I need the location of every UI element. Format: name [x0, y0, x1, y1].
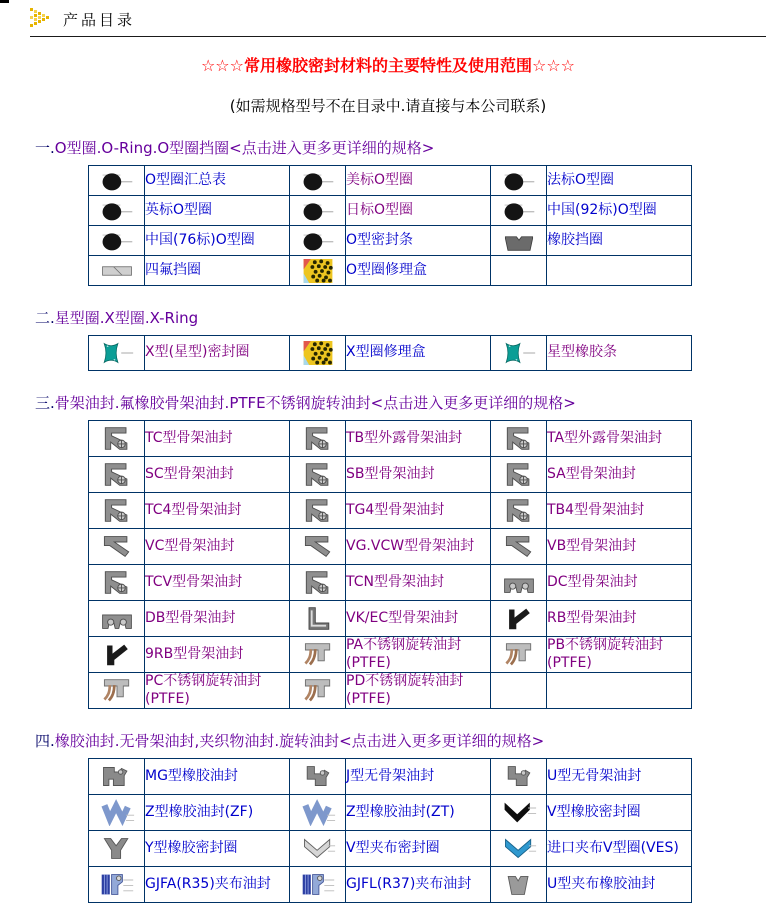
pd-seal-icon[interactable] — [290, 673, 346, 709]
rubber-backup-ring-icon[interactable] — [491, 226, 547, 256]
x-ring-table — [88, 335, 692, 371]
table-row — [89, 673, 692, 709]
label-cell — [145, 637, 290, 673]
catalog-link[interactable]: SA型骨架油封 — [547, 465, 636, 482]
gjfa-seal-icon[interactable] — [89, 867, 145, 903]
catalog-link[interactable]: Y型橡胶密封圈 — [145, 839, 238, 856]
sc-seal-icon[interactable] — [89, 457, 145, 493]
table-row — [89, 565, 692, 601]
section-skeleton-oil-seal — [35, 392, 776, 709]
tc4-seal-icon[interactable] — [89, 493, 145, 529]
ves-seal-icon[interactable] — [491, 831, 547, 867]
catalog-link[interactable]: PD不锈钢旋转油封(PTFE) — [346, 673, 464, 707]
tb4-seal-icon[interactable] — [491, 493, 547, 529]
label-cell — [547, 795, 692, 831]
catalog-link[interactable]: 星型橡胶条 — [547, 344, 617, 361]
catalog-link[interactable]: VG.VCW型骨架油封 — [346, 537, 475, 554]
table-row — [89, 831, 692, 867]
repair-kit-icon[interactable] — [290, 336, 346, 371]
catalog-link[interactable]: TCN型骨架油封 — [346, 573, 444, 590]
zt-seal-icon[interactable] — [290, 795, 346, 831]
catalog-link[interactable]: MG型橡胶油封 — [145, 767, 238, 784]
catalog-link[interactable]: 英标O型圈 — [145, 201, 213, 218]
catalog-link[interactable]: TB4型骨架油封 — [547, 501, 645, 518]
section-heading — [35, 392, 776, 413]
label-cell — [346, 421, 491, 457]
o-ring-icon[interactable] — [89, 226, 145, 256]
catalog-link[interactable]: 中国(76标)O型圈 — [145, 231, 255, 248]
label-cell — [547, 166, 692, 196]
vk-ec-seal-icon[interactable] — [290, 601, 346, 637]
table-row — [89, 795, 692, 831]
catalog-link[interactable]: SB型骨架油封 — [346, 465, 435, 482]
label-cell — [547, 226, 692, 256]
label-cell — [547, 493, 692, 529]
catalog-link[interactable]: X型圈修理盒 — [346, 344, 426, 361]
label-cell — [346, 565, 491, 601]
tcn-seal-icon[interactable] — [290, 565, 346, 601]
label-cell — [346, 795, 491, 831]
table-row — [89, 226, 692, 256]
catalog-link[interactable]: O型密封条 — [346, 231, 414, 248]
x-ring-icon[interactable] — [491, 336, 547, 371]
table-row — [89, 336, 692, 371]
ta-seal-icon[interactable] — [491, 421, 547, 457]
empty-label-cell — [547, 673, 692, 709]
label-cell — [346, 759, 491, 795]
label-cell — [145, 529, 290, 565]
catalog-link[interactable]: DC型骨架油封 — [547, 573, 638, 590]
table-row — [89, 601, 692, 637]
catalog-link[interactable]: GJFL(R37)夹布油封 — [346, 875, 472, 892]
label-cell — [346, 196, 491, 226]
rubber-oil-seal-table — [88, 758, 692, 903]
section-rubber-oil-seal — [35, 730, 776, 903]
catalog-link[interactable]: 法标O型圈 — [547, 171, 615, 188]
catalog-link[interactable]: U型无骨架油封 — [547, 767, 642, 784]
label-cell — [346, 831, 491, 867]
catalog-link[interactable]: 中国(92标)O型圈 — [547, 201, 657, 218]
section-heading — [35, 730, 776, 751]
o-ring-icon[interactable] — [89, 166, 145, 196]
u-seal-icon[interactable] — [491, 759, 547, 795]
catalog-link[interactable]: TA型外露骨架油封 — [547, 429, 663, 446]
subtitle: (如需规格型号不在目录中.请直接与本公司联系) — [229, 97, 547, 115]
label-cell — [547, 867, 692, 903]
table-row — [89, 867, 692, 903]
label-cell — [145, 256, 290, 286]
table-row — [89, 493, 692, 529]
catalog-link[interactable]: 9RB型骨架油封 — [145, 645, 244, 662]
vb-seal-icon[interactable] — [491, 529, 547, 565]
section-title-link[interactable]: 骨架油封.氟橡胶骨架油封.PTFE不锈钢旋转油封<点击进入更多更详细的规格> — [54, 394, 576, 412]
o-ring-icon[interactable] — [89, 196, 145, 226]
catalog-link[interactable]: X型(星型)密封圈 — [145, 344, 250, 361]
label-cell — [346, 166, 491, 196]
catalog-link[interactable]: V型橡胶密封圈 — [547, 803, 641, 820]
label-cell — [145, 196, 290, 226]
label-cell — [145, 565, 290, 601]
label-cell — [346, 673, 491, 709]
label-cell — [547, 336, 692, 371]
catalog-link[interactable]: U型夹布橡胶油封 — [547, 875, 656, 892]
empty-icon-cell — [491, 673, 547, 709]
gjfl-seal-icon[interactable] — [290, 867, 346, 903]
pa-seal-icon[interactable] — [290, 637, 346, 673]
empty-icon-cell — [491, 256, 547, 286]
label-cell — [145, 336, 290, 371]
page-header — [30, 8, 766, 37]
table-row — [89, 256, 692, 286]
label-cell — [547, 457, 692, 493]
label-cell — [346, 457, 491, 493]
label-cell — [547, 601, 692, 637]
catalog-link[interactable]: O型圈修理盒 — [346, 261, 428, 278]
repair-kit-icon[interactable] — [290, 256, 346, 286]
o-ring-icon[interactable] — [290, 196, 346, 226]
zf-seal-icon[interactable] — [89, 795, 145, 831]
tb-seal-icon[interactable] — [290, 421, 346, 457]
main-title: ☆☆☆常用橡胶密封材料的主要特性及使用范围☆☆☆ — [200, 56, 576, 75]
label-cell — [145, 673, 290, 709]
label-cell — [547, 565, 692, 601]
catalog-link[interactable]: 橡胶挡圈 — [547, 231, 603, 248]
o-ring-icon[interactable] — [290, 166, 346, 196]
catalog-link[interactable]: VC型骨架油封 — [145, 537, 235, 554]
section-x-ring — [35, 307, 776, 371]
page-title: 产品目录 — [63, 11, 136, 29]
catalog-link[interactable]: J型无骨架油封 — [346, 767, 435, 784]
label-cell — [346, 256, 491, 286]
o-ring-icon[interactable] — [491, 166, 547, 196]
empty-label-cell — [547, 256, 692, 286]
mg-seal-icon[interactable] — [89, 759, 145, 795]
label-cell — [145, 166, 290, 196]
vg-vcw-seal-icon[interactable] — [290, 529, 346, 565]
label-cell — [145, 601, 290, 637]
section-title-link[interactable]: 橡胶油封.无骨架油封,夹织物油封.旋转油封<点击进入更多更详细的规格> — [54, 732, 545, 750]
catalog-link[interactable]: 日标O型圈 — [346, 201, 414, 218]
table-row — [89, 637, 692, 673]
catalog-link[interactable]: PC不锈钢旋转油封(PTFE) — [145, 673, 262, 707]
label-cell — [346, 637, 491, 673]
db-seal-icon[interactable] — [89, 601, 145, 637]
label-cell — [145, 831, 290, 867]
catalog-link[interactable]: VK/EC型骨架油封 — [346, 609, 459, 626]
table-row — [89, 166, 692, 196]
catalog-link[interactable]: TCV型骨架油封 — [145, 573, 243, 590]
section-number: 一. — [35, 139, 55, 157]
label-cell — [145, 493, 290, 529]
label-cell — [145, 759, 290, 795]
label-cell — [145, 421, 290, 457]
catalog-link[interactable]: TG4型骨架油封 — [346, 501, 445, 518]
catalog-link[interactable]: PA不锈钢旋转油封(PTFE) — [346, 637, 462, 671]
table-row — [89, 421, 692, 457]
j-seal-icon[interactable] — [290, 759, 346, 795]
y-rubber-seal-icon[interactable] — [89, 831, 145, 867]
catalog-link[interactable]: Z型橡胶油封(ZT) — [346, 803, 455, 820]
section-o-ring — [35, 137, 776, 286]
catalog-link[interactable]: RB型骨架油封 — [547, 609, 637, 626]
section-number: 二. — [35, 309, 55, 327]
catalog-link[interactable]: TC4型骨架油封 — [145, 501, 242, 518]
catalog-link[interactable]: Z型橡胶油封(ZF) — [145, 803, 254, 820]
catalog-link[interactable]: TB型外露骨架油封 — [346, 429, 463, 446]
o-ring-icon[interactable] — [491, 196, 547, 226]
label-cell — [547, 529, 692, 565]
table-row — [89, 196, 692, 226]
section-title-link[interactable]: 星型圈.X型圈.X-Ring — [54, 309, 199, 327]
label-cell — [346, 529, 491, 565]
tcv-seal-icon[interactable] — [89, 565, 145, 601]
o-ring-table — [88, 165, 692, 286]
section-number: 三. — [35, 394, 55, 412]
v-rubber-seal-icon[interactable] — [491, 795, 547, 831]
section-heading — [35, 307, 776, 328]
corner-notch — [0, 0, 9, 3]
o-ring-icon[interactable] — [290, 226, 346, 256]
label-cell — [346, 226, 491, 256]
dc-seal-icon[interactable] — [491, 565, 547, 601]
pb-seal-icon[interactable] — [491, 637, 547, 673]
catalog-link[interactable]: TC型骨架油封 — [145, 429, 233, 446]
section-number: 四. — [35, 732, 55, 750]
catalog-link[interactable]: 美标O型圈 — [346, 171, 414, 188]
table-row — [89, 529, 692, 565]
section-title-link[interactable]: O型圈.O-Ring.O型圈挡圈<点击进入更多更详细的规格> — [54, 139, 435, 157]
label-cell — [145, 457, 290, 493]
9rb-seal-icon[interactable] — [89, 637, 145, 673]
table-row — [89, 759, 692, 795]
catalog-link[interactable]: VB型骨架油封 — [547, 537, 637, 554]
tc-seal-icon[interactable] — [89, 421, 145, 457]
table-row — [89, 457, 692, 493]
catalog-link[interactable]: 四氟挡圈 — [145, 261, 201, 278]
u-cloth-seal-icon[interactable] — [491, 867, 547, 903]
label-cell — [145, 795, 290, 831]
label-cell — [547, 196, 692, 226]
x-ring-icon[interactable] — [89, 336, 145, 371]
tg4-seal-icon[interactable] — [290, 493, 346, 529]
label-cell — [547, 637, 692, 673]
arrow-dots-icon — [30, 8, 50, 31]
rb-seal-icon[interactable] — [491, 601, 547, 637]
catalog-link[interactable]: O型圈汇总表 — [145, 171, 227, 188]
v-cloth-seal-icon[interactable] — [290, 831, 346, 867]
section-heading — [35, 137, 776, 158]
pc-seal-icon[interactable] — [89, 673, 145, 709]
catalog-link[interactable]: V型夹布密封圈 — [346, 839, 440, 856]
skeleton-oil-seal-table — [88, 420, 692, 709]
catalog-link[interactable]: DB型骨架油封 — [145, 609, 236, 626]
sa-seal-icon[interactable] — [491, 457, 547, 493]
catalog-link[interactable]: 进口夹布V型圈(VES) — [547, 839, 679, 856]
label-cell — [346, 867, 491, 903]
label-cell — [145, 867, 290, 903]
label-cell — [547, 759, 692, 795]
catalog-link[interactable]: PB不锈钢旋转油封(PTFE) — [547, 637, 664, 671]
sb-seal-icon[interactable] — [290, 457, 346, 493]
catalog-link[interactable]: SC型骨架油封 — [145, 465, 234, 482]
label-cell — [346, 493, 491, 529]
label-cell — [346, 336, 491, 371]
label-cell — [346, 601, 491, 637]
label-cell — [547, 421, 692, 457]
vc-seal-icon[interactable] — [89, 529, 145, 565]
catalog-link[interactable]: GJFA(R35)夹布油封 — [145, 875, 271, 892]
label-cell — [145, 226, 290, 256]
label-cell — [547, 831, 692, 867]
ptfe-backup-ring-icon[interactable] — [89, 256, 145, 286]
